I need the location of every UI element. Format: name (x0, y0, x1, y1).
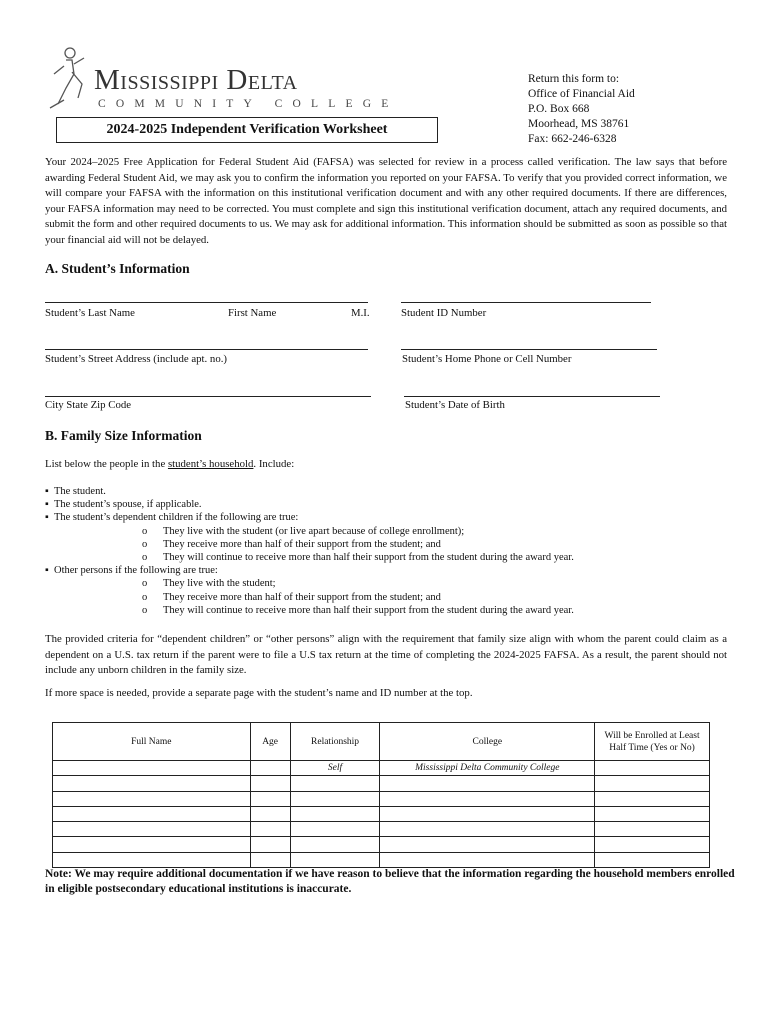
family-size-table (52, 722, 710, 868)
household-intro (45, 458, 294, 470)
table-cell[interactable] (53, 791, 251, 806)
table-cell[interactable] (290, 822, 380, 837)
sub-list-item: o They receive more than half of their support from the student; and (142, 591, 441, 603)
college-subtitle: COMMUNITY COLLEGE (98, 98, 399, 110)
sub-list-item: o They live with the student; (142, 578, 276, 590)
city-line[interactable] (45, 396, 371, 397)
list-item: ▪ Other persons if the following are true: (45, 565, 218, 577)
table-header-row (53, 723, 710, 761)
table-row (53, 776, 710, 791)
square-bullet-icon: ▪ (45, 565, 49, 577)
circle-bullet-icon: o (142, 591, 148, 603)
col-header-relationship: Relationship (290, 723, 380, 761)
sub-list-item: o They receive more than half of their support from the student; and (142, 538, 441, 550)
table-cell[interactable] (290, 852, 380, 867)
section-b-heading: B. Family Size Information (45, 428, 202, 443)
section-a-heading: A. Student’s Information (45, 261, 190, 276)
space-note: If more space is needed, provide a separate page with the student’s name and ID number at the top. (45, 687, 473, 699)
address-label: Student’s Street Address (include apt. no.) (45, 353, 228, 365)
col-header-enrolled: Will be Enrolled at Least Half Time (Yes or No) (595, 723, 710, 761)
table-cell[interactable] (595, 791, 710, 806)
table-cell[interactable] (595, 852, 710, 867)
table-row (53, 806, 710, 821)
household-intro-post: . Include: (253, 458, 295, 470)
household-term: student’s household (167, 458, 254, 470)
last-name-label: Student’s Last Name (45, 307, 135, 319)
table-cell[interactable] (53, 776, 251, 791)
col-header-college: College (380, 723, 595, 761)
table-row (53, 761, 710, 776)
table-cell[interactable] (250, 776, 290, 791)
circle-bullet-icon: o (142, 538, 148, 550)
dob-label: Student’s Date of Birth (405, 399, 505, 411)
dob-line[interactable] (404, 396, 660, 397)
table-cell[interactable] (380, 791, 595, 806)
circle-bullet-icon: o (142, 578, 148, 590)
table-cell[interactable] (380, 822, 595, 837)
return-line: Office of Financial Aid (528, 88, 635, 100)
criteria-paragraph: The provided criteria for “dependent children” or “other persons” align with the requirement that family size align with whom the parent could claim as a dependent on a U.S. tax return if the parent were to file a U.S tax return at the time of completing the 2024-2025 FAFSA. As a result, the parent should not include any unborn children in the family size. (45, 633, 727, 676)
return-line: P.O. Box 668 (528, 103, 590, 115)
household-criteria-list (45, 485, 574, 617)
table-cell[interactable] (250, 761, 290, 776)
table-cell[interactable] (380, 837, 595, 852)
table-row (53, 852, 710, 867)
table-row (53, 822, 710, 837)
address-line[interactable] (45, 349, 368, 350)
circle-bullet-icon: o (142, 552, 148, 564)
table-cell[interactable] (595, 761, 710, 776)
list-item: ▪ The student. (45, 486, 106, 497)
table-cell[interactable] (290, 837, 380, 852)
list-item: ▪ The student’s spouse, if applicable. (45, 499, 202, 511)
table-cell[interactable] (250, 837, 290, 852)
table-cell[interactable] (290, 806, 380, 821)
page-title: 2024-2025 Independent Verification Worksheet (56, 117, 438, 143)
mi-label: M.I. (351, 307, 370, 319)
table-cell[interactable]: Self (290, 761, 380, 776)
table-cell[interactable] (250, 852, 290, 867)
table-cell[interactable] (53, 761, 251, 776)
table-cell[interactable] (250, 806, 290, 821)
table-cell[interactable] (53, 852, 251, 867)
table-cell[interactable] (250, 822, 290, 837)
city-label: City State Zip Code (45, 399, 132, 411)
first-name-label: First Name (228, 307, 277, 319)
col-header-age: Age (250, 723, 290, 761)
intro-paragraph: Your 2024–2025 Free Application for Federal Student Aid (FAFSA) was selected for review in a process called verification. The law says that before awarding Federal Student Aid, we may ask you to confirm the information you reported on your FAFSA. To verify that you provided correct information, we will compare your FAFSA with the information on this institutional verification document and with any other required documents. If there are differences, your FAFSA information may need to be corrected. You must complete and sign this institutional verification document, attach any required documents, and submit the form and other required documents to us. We may ask for additional information. This information should be submitted as soon as possible so that your financial aid will not be delayed. (45, 156, 727, 246)
table-row (53, 791, 710, 806)
phone-label: Student’s Home Phone or Cell Number (402, 353, 572, 365)
table-cell[interactable] (380, 806, 595, 821)
circle-bullet-icon: o (142, 604, 148, 616)
return-line: Fax: 662-246-6328 (528, 133, 617, 145)
col-header-full-name: Full Name (53, 723, 251, 761)
table-cell[interactable] (380, 852, 595, 867)
sub-list-item: o They will continue to receive more than half their support from the student during the award year. (142, 552, 574, 564)
table-cell[interactable] (53, 837, 251, 852)
table-cell[interactable] (53, 806, 251, 821)
student-name-line[interactable] (45, 302, 368, 303)
student-id-label: Student ID Number (401, 307, 487, 319)
square-bullet-icon: ▪ (45, 486, 49, 497)
table-cell[interactable] (250, 791, 290, 806)
table-cell[interactable] (595, 806, 710, 821)
return-address (528, 72, 635, 147)
phone-line[interactable] (401, 349, 657, 350)
table-cell[interactable] (595, 837, 710, 852)
table-cell[interactable]: Mississippi Delta Community College (380, 761, 595, 776)
table-cell[interactable] (595, 776, 710, 791)
sub-list-item: o They live with the student (or live apart because of college enrollment); (142, 525, 465, 537)
return-line: Return this form to: (528, 73, 620, 85)
list-item: ▪ The student’s dependent children if the following are true: (45, 512, 299, 524)
table-cell[interactable] (380, 776, 595, 791)
return-line: Moorhead, MS 38761 (528, 118, 630, 130)
sub-list-item: o They will continue to receive more than half their support from the student during the award year. (142, 604, 574, 616)
circle-bullet-icon: o (142, 525, 148, 537)
student-id-line[interactable] (401, 302, 651, 303)
square-bullet-icon: ▪ (45, 499, 49, 511)
square-bullet-icon: ▪ (45, 512, 49, 524)
college-name: Mississippi Delta (94, 64, 298, 96)
table-cell[interactable] (53, 822, 251, 837)
household-intro-pre: List below the people in the (45, 458, 168, 470)
table-row (53, 837, 710, 852)
college-logo-icon (44, 44, 94, 114)
documentation-note: Note: We may require additional documentation if we have reason to believe that the information regarding the household members enrolled in eligible postsecondary educational institutions is inaccurate. (45, 868, 735, 895)
table-cell[interactable] (595, 822, 710, 837)
table-cell[interactable] (290, 776, 380, 791)
table-cell[interactable] (290, 791, 380, 806)
